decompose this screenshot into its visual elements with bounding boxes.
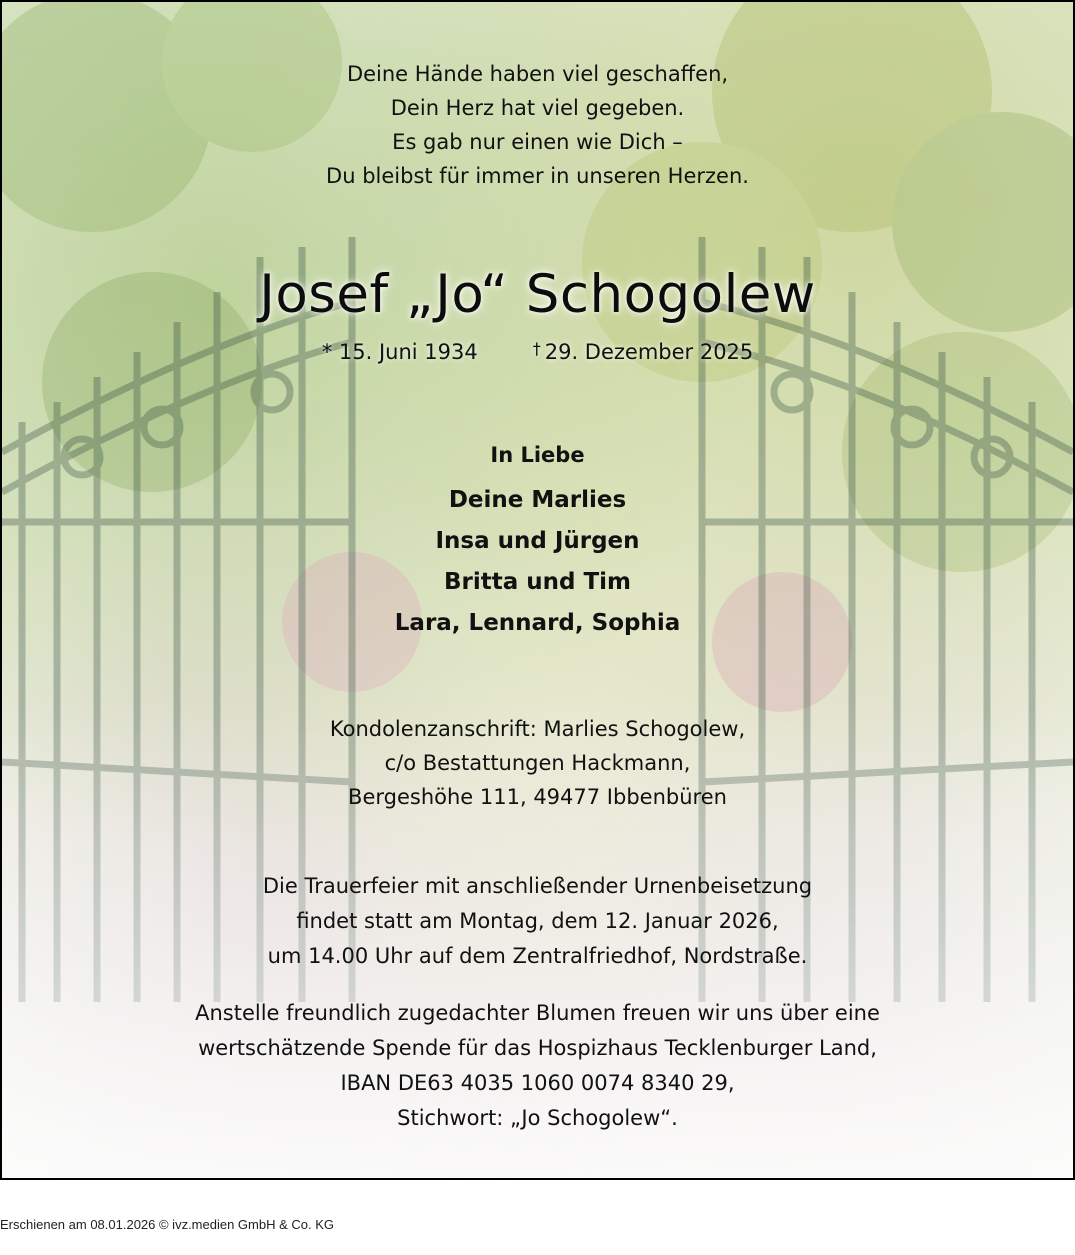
deceased-name: Josef „Jo“ Schogolew xyxy=(259,264,816,325)
birth-date: * 15. Juni 1934 xyxy=(321,340,478,364)
donation-line: wertschätzende Spende für das Hospizhaus Tecklenburger Land, xyxy=(198,1036,877,1060)
publication-footer: Erschienen am 08.01.2026 © ivz.medien GmbH & Co. KG xyxy=(0,1217,335,1232)
service-line: Die Trauerfeier mit anschließender Urnenbeisetzung xyxy=(262,874,813,898)
service-line: um 14.00 Uhr auf dem Zentralfriedhof, Nordstraße. xyxy=(267,944,808,968)
mourner-name: Lara, Lennard, Sophia xyxy=(394,610,681,636)
poem-line: Es gab nur einen wie Dich – xyxy=(392,130,683,154)
condolence-address xyxy=(2,712,1073,814)
poem xyxy=(2,57,1073,193)
poem-line: Deine Hände haben viel geschaffen, xyxy=(346,62,729,86)
life-dates xyxy=(2,334,1073,367)
poem-line: Du bleibst für immer in unseren Herzen. xyxy=(326,164,749,188)
service-line: findet statt am Montag, dem 12. Januar 2026, xyxy=(296,909,779,933)
poem-line: Dein Herz hat viel gegeben. xyxy=(390,96,685,120)
address-line: c/o Bestattungen Hackmann, xyxy=(384,751,691,775)
mourner-name: Britta und Tim xyxy=(443,569,632,595)
death-date: 29. Dezember 2025 xyxy=(544,340,754,364)
cross-icon: † xyxy=(532,339,541,358)
address-line: Kondolenzanschrift: Marlies Schogolew, xyxy=(329,717,746,741)
mourner-name: Deine Marlies xyxy=(448,487,627,513)
mourners-intro: In Liebe xyxy=(490,443,585,467)
donation-line: Anstelle freundlich zugedachter Blumen freuen wir uns über eine xyxy=(195,1001,880,1025)
donation-line: Stichwort: „Jo Schogolew“. xyxy=(397,1106,678,1130)
mourners-list xyxy=(2,480,1073,644)
funeral-service-info xyxy=(2,869,1073,974)
mourner-name: Insa und Jürgen xyxy=(435,528,640,554)
donation-line: IBAN DE63 4035 1060 0074 8340 29, xyxy=(340,1071,735,1095)
address-line: Bergeshöhe 111, 49477 Ibbenbüren xyxy=(348,785,727,809)
donation-request xyxy=(2,996,1073,1136)
